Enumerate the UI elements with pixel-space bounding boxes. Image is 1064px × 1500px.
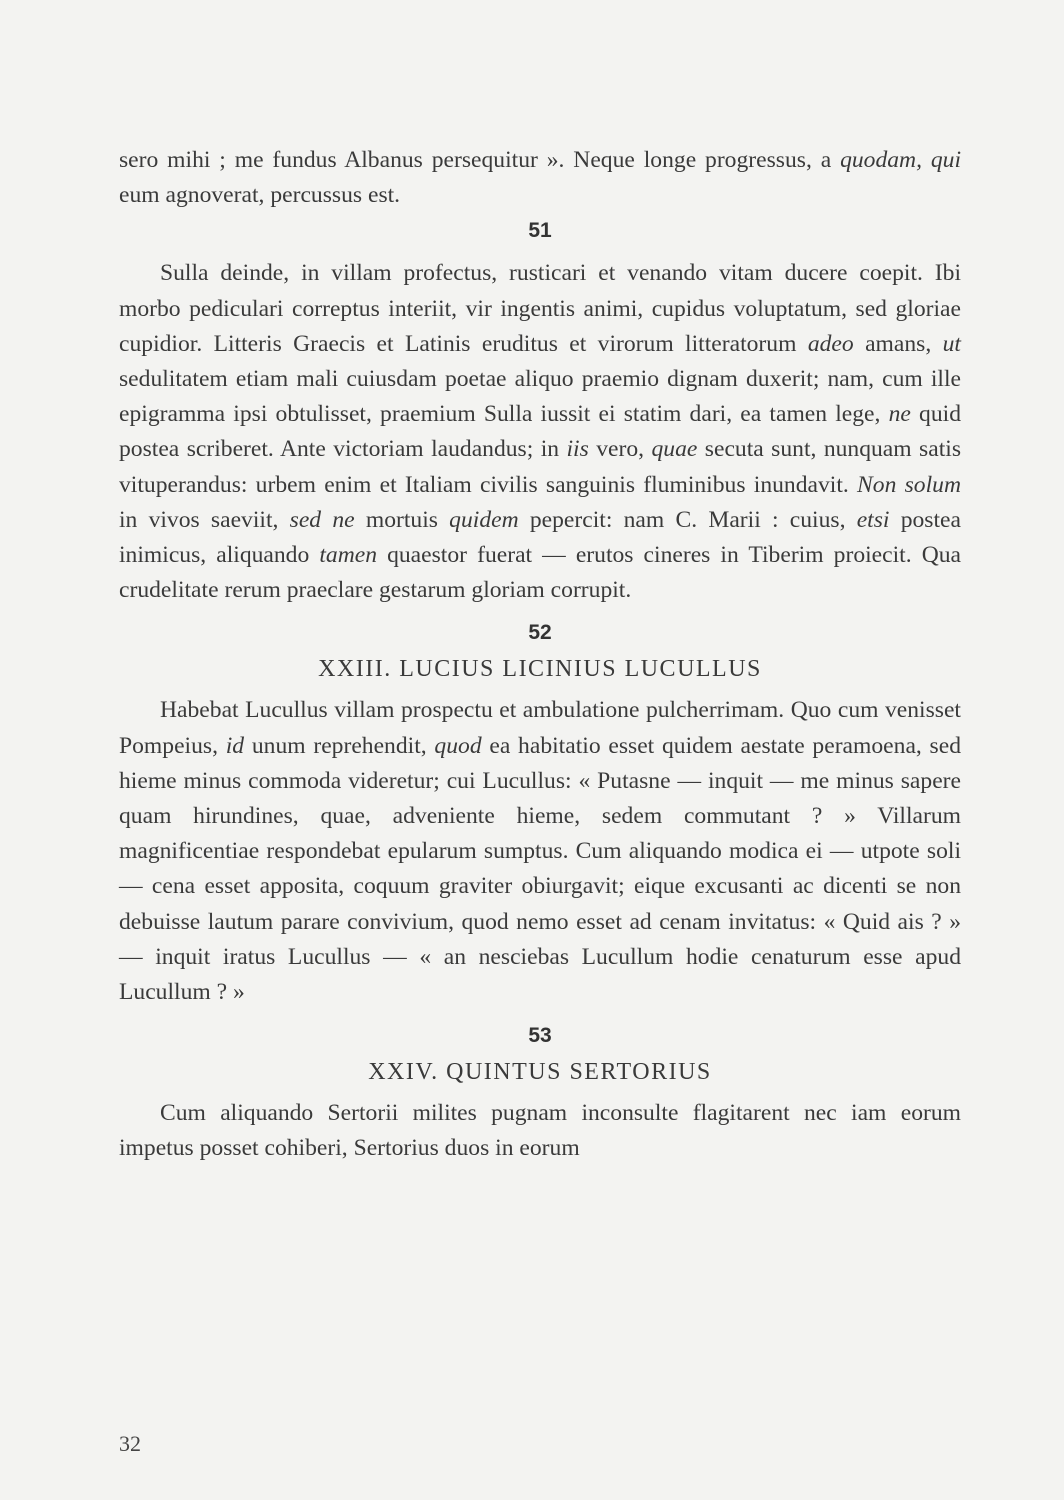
paragraph-sulla: Sulla deinde, in villam profectus, rusticari et venando vitam ducere coepit. Ibi morbo pediculari correptus interiit, vir ingentis animi, cupidus voluptatum, sed gloriae cupidior. Litteris Graecis et Latinis eruditus et virorum litteratorum adeo amans, ut sedulitatem etiam mali cuiusdam poetae aliquo praemio dignam duxerit; nam, cum ille epigramma ipsi obtulisset, praemium Sulla iussit ei statim dari, ea tamen lege, ne quid postea scriberet. Ante victoriam laudandus; in iis vero, quae secuta sunt, nunquam satis vituperandus: urbem enim et Italiam civilis sanguinis fluminibus inundavit. Non solum in vivos saeviit, sed ne mortuis quidem pepercit: nam C. Marii : cuius, etsi postea inimicus, aliquando tamen quaestor fuerat — erutos cineres in Tiberim proiecit. Qua crudelitate rerum praeclare gestarum gloriam corrupit. — [119, 260, 962, 604]
chapter-heading-lucullus: XXIII. LUCIUS LICINIUS LUCULLUS — [318, 656, 762, 683]
chapter-heading-sertorius: XXIV. QUINTUS SERTORIUS — [368, 1059, 712, 1086]
section-number-53: 53 — [528, 1024, 552, 1048]
paragraph-continuation: sero mihi ; me fundus Albanus persequitur ». Neque longe progressus, a quodam, qui eum agnoverat, percussus est. — [119, 147, 962, 209]
page-number: 32 — [119, 1431, 141, 1456]
paragraph-sertorius: Cum aliquando Sertorii milites pugnam inconsulte flagitarent nec iam eorum impetus posset cohiberi, Sertorius duos in eorum — [119, 1100, 961, 1162]
section-number-51: 51 — [528, 219, 552, 243]
paragraph-lucullus: Habebat Lucullus villam prospectu et ambulatione pulcherrimam. Quo cum venisset Pompeius, id unum reprehendit, quod ea habitatio esset quidem aestate peramoena, sed hieme minus commoda videretur; cui Lucullus: « Putasne — inquit — me minus sapere quam hirundines, quae, adveniente hieme, sedem commutant ? » Villarum magnificentiae respondebat epularum sumptus. Cum aliquando modica ei — utpote soli — cena esset apposita, coquum graviter obiurgavit; eique excusanti ac dicenti se non debuisse lautum parare convivium, quod nemo esset ad cenam invitatus: « Quid ais ? » — inquit iratus Lucullus — « an nesciebas Lucullum hodie cenaturum esse apud Lucullum ? » — [119, 697, 962, 1006]
page-text — [119, 143, 961, 1167]
section-number-52: 52 — [528, 621, 552, 645]
